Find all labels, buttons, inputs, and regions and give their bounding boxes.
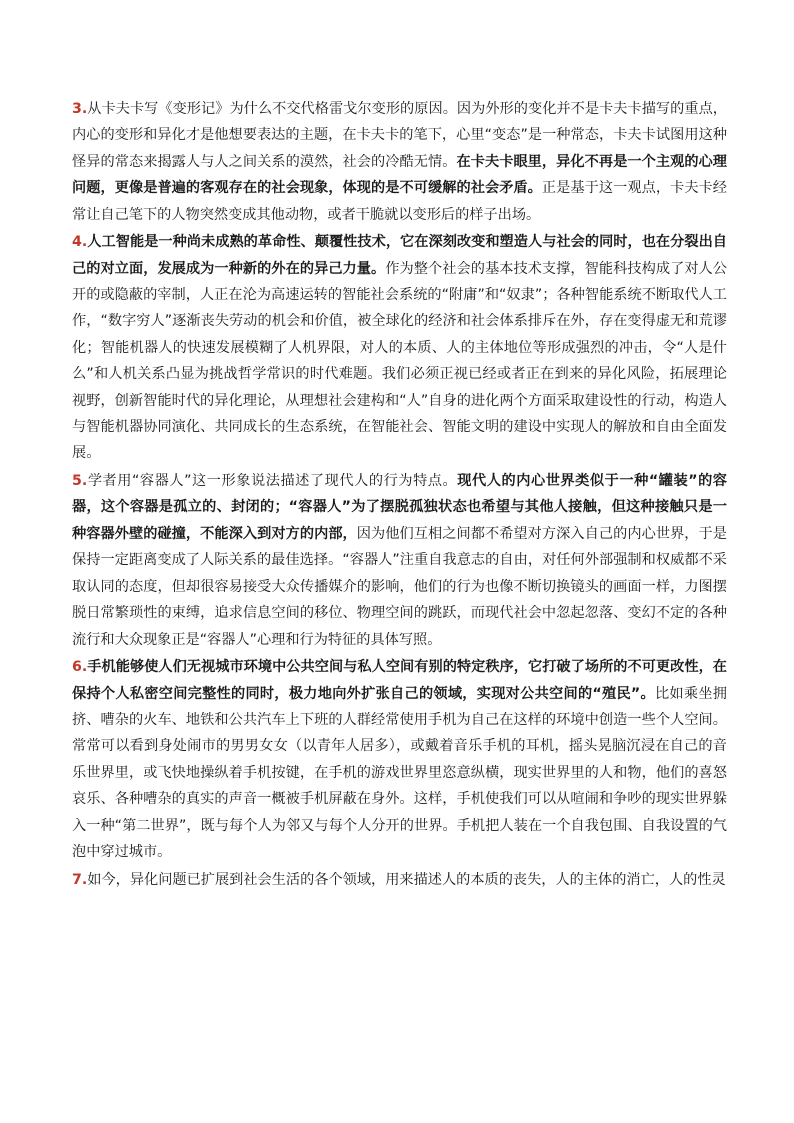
paragraph-bold-text: 现代人的内心世界类似于一种“罐装”的容器，这个容器是孤立的、封闭的；“容器人”为了摆脱孤独状态也希望与其他人接触，但这种接触只是一种容器外壁的碰撞，不能深入到对方的内部，: [72, 473, 727, 542]
paragraph-text: 如今，异化问题已扩展到社会生活的各个领域，用来描述人的本质的丧失，人的主体的消亡，人的性灵: [87, 871, 726, 888]
paragraph-text: 正是基于这一观点，卡夫卡经常让自己笔下的人物突然变成其他动物，或者干脆就以变形后的样子出场。: [72, 180, 727, 223]
paragraph-text: 作为整个社会的基本技术支撑，智能科技构成了对人公开的或隐蔽的宰制，人正在沦为高速运转的智能社会系统的“附庸”和“奴隶”；各种智能系统不断取代人工作，“数字穷人”逐渐丧失劳动的机会和价值，被全球化的经济和社会体系排斥在外，存在变得虚无和荒谬化；智能机器人的快速发展模糊了人机界限，对人的本质、人的主体地位等形成强烈的冲击，令“人是什么”和人机关系凸显为挑战哲学常识的时代难题。我们必须正视已经或者正在到来的异化风险，拓展理论视野，创新智能时代的异化理论，从理想社会建构和“人”自身的进化两个方面采取建设性的行动，构造人与智能机器协同演化、共同成长的生态系统，在智能社会、智能文明的建设中实现人的解放和自由全面发展。: [72, 260, 727, 462]
paragraph-6: [72, 654, 727, 865]
paragraph-text: 比如乘坐拥挤、嘈杂的火车、地铁和公共汽车上下班的人群经常使用手机为自己在这样的环境中创造一些个人空间。常常可以看到身处闹市的男男女女（以青年人居多），或戴着音乐手机的耳机，摇头晃脑沉浸在自己的音乐世界里，或飞快地操纵着手机按键，在手机的游戏世界里恣意纵横，现实世界里的人和物，他们的喜怒哀乐、各种嘈杂的真实的声音一概被手机屏蔽在身外。这样，手机使我们可以从喧闹和争吵的现实世界躲入一种“第二世界”，既与每个人为邻又与每个人分开的世界。手机把人装在一个自我包围、自我设置的气泡中穿过城市。: [72, 685, 727, 860]
paragraph-number: 5.: [72, 473, 88, 490]
paragraph-bold-text: 人工智能是一种尚未成熟的革命性、颠覆性技术，它在深刻改变和塑造人与社会的同时，也在分裂出自己的对立面，发展成为一种新的外在的异己力量。: [72, 234, 727, 277]
paragraph-number: 7.: [72, 871, 88, 888]
paragraph-7: [72, 867, 727, 893]
paragraph-text: 从卡夫卡写《变形记》为什么不交代格雷戈尔变形的原因。因为外形的变化并不是卡夫卡描写的重点，内心的变形和异化才是他想要表达的主题，在卡夫卡的笔下，心里“变态”是一种常态，卡夫卡试图用这种怪异的常态来揭露人与人之间关系的漠然，社会的冷酷无情。: [72, 101, 727, 170]
paragraph-text: 学者用“容器人”这一形象说法描述了现代人的行为特点。: [87, 473, 458, 490]
paragraph-number: 3.: [72, 101, 88, 117]
paragraph-bold-text: 手机能够使人们无视城市环境中公共空间与私人空间有别的特定秩序，它打破了场所的不可更改性，在保持个人私密空间完整性的同时，极力地向外扩张自己的领域，实现对公共空间的“殖民”。: [72, 659, 727, 702]
paragraph-4: [72, 229, 727, 467]
paragraph-3: [72, 96, 727, 228]
paragraph-bold-text: 在卡夫卡眼里，异化不再是一个主观的心理问题，更像是普遍的客观存在的社会现象，体现的是不可缓解的社会矛盾。: [72, 153, 727, 197]
paragraph-text: 因为他们互相之间都不希望对方深入自己的内心世界，于是保持一定距离变成了人际关系的最佳选择。“容器人”注重自我意志的自由，对任何外部强制和权威都不采取认同的态度，但却很容易接受大众传播媒介的影响，他们的行为也像不断切换镜头的画面一样，力图摆脱日常繁琐性的束缚，追求信息空间的移位、物理空间的跳跃，而现代社会中忽起忽落、变幻不定的各种流行和大众现象正是“容器人”心理和行为特征的具体写照。: [72, 525, 727, 648]
paragraph-number: 6.: [72, 659, 88, 676]
paragraph-5: [72, 468, 727, 653]
document-body: [72, 96, 727, 894]
paragraph-number: 4.: [72, 234, 88, 251]
